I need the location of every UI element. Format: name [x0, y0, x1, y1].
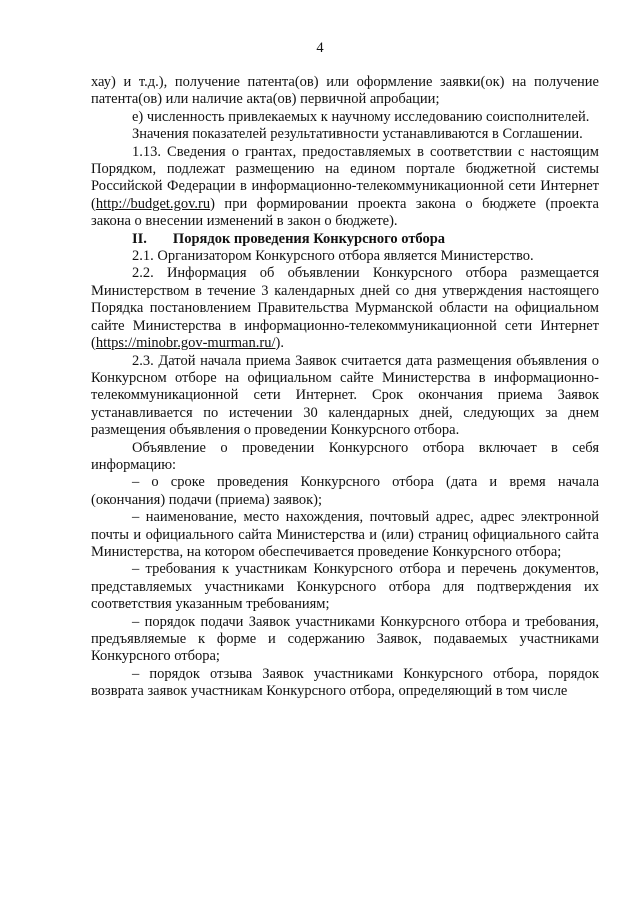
document-body — [91, 74, 599, 701]
section-number: II. — [132, 230, 147, 247]
list-item: – о сроке проведения Конкурсного отбора (дата и время начала (окончания) подачи (приема) заявок); — [91, 474, 599, 508]
paragraph-1-13-text-after: ) при формировании проекта закона о бюджете (проекта закона о внесении изменений в закон о бюджете). — [91, 195, 599, 230]
paragraph-indicators: Значения показателей результативности устанавливаются в Соглашении. — [132, 126, 583, 143]
paragraph-1-13 — [91, 144, 599, 231]
page-number: 4 — [316, 40, 324, 56]
list-item: – требования к участникам Конкурсного отбора и перечень документов, представляемых участниками Конкурсного отбора для подтверждения их соответствия указанным требованиям; — [91, 561, 599, 613]
section-heading — [91, 231, 599, 248]
list-item: – порядок отзыва Заявок участниками Конкурсного отбора, порядок возврата заявок участникам Конкурсного отбора, определяющий в том числе — [91, 665, 599, 700]
ministry-site-link[interactable]: https://minobr.gov-murman.ru/ — [95, 335, 276, 352]
paragraph-2-3: 2.3. Датой начала приема Заявок считается дата размещения объявления о Конкурсном отборе на официальном сайте Министерства в информационно-телекоммуникационной сети Интернет. Срок окончания приема Заявок устанавливается по истечении 30 календарных дней, следующих за днем размещения объявления о проведении Конкурсного отбора. — [91, 352, 599, 439]
list-item: – наименование, место нахождения, почтовый адрес, адрес электронной почты и официального сайта Министерства и (или) страниц официального сайта Министерства, на котором обеспечивается проведение Конкурсного отбора; — [91, 509, 599, 560]
budget-portal-link[interactable]: http://budget.gov.ru — [95, 195, 211, 212]
paragraph-2-1: 2.1. Организатором Конкурсного отбора является Министерство. — [132, 248, 534, 265]
paragraph-announcement: Объявление о проведении Конкурсного отбора включает в себя информацию: — [91, 439, 599, 473]
paragraph-item-e: е) численность привлекаемых к научному исследованию соисполнителей. — [132, 108, 590, 125]
section-title: Порядок проведения Конкурсного отбора — [172, 230, 446, 247]
paragraph-2-2 — [91, 265, 599, 352]
list-item: – порядок подачи Заявок участниками Конкурсного отбора и требования, предъявляемые к форме и содержанию Заявок, подаваемых участниками Конкурсного отбора; — [91, 613, 599, 665]
paragraph-continuation: хау) и т.д.), получение патента(ов) или оформление заявки(ок) на получение патента(ов) или наличие акта(ов) первичной апробации; — [91, 74, 599, 108]
paragraph-1-13-text-before: 1.13. Сведения о грантах, предоставляемых в соответствии с настоящим Порядком, подлежат размещению на едином портале бюджетной системы Российской Федерации в информационно-телекоммуникационной сети Интернет ( — [91, 143, 599, 212]
paragraph-2-2-text-before: 2.2. Информация об объявлении Конкурсного отбора размещается Министерством в течение 3 календарных дней со дня утверждения настоящего Порядка постановлением Правительства Мурманской области на официальном сайте Министерства в информационно-телекоммуникационной сети Интернет ( — [91, 265, 599, 352]
paragraph-2-2-text-after: ). — [275, 335, 284, 352]
